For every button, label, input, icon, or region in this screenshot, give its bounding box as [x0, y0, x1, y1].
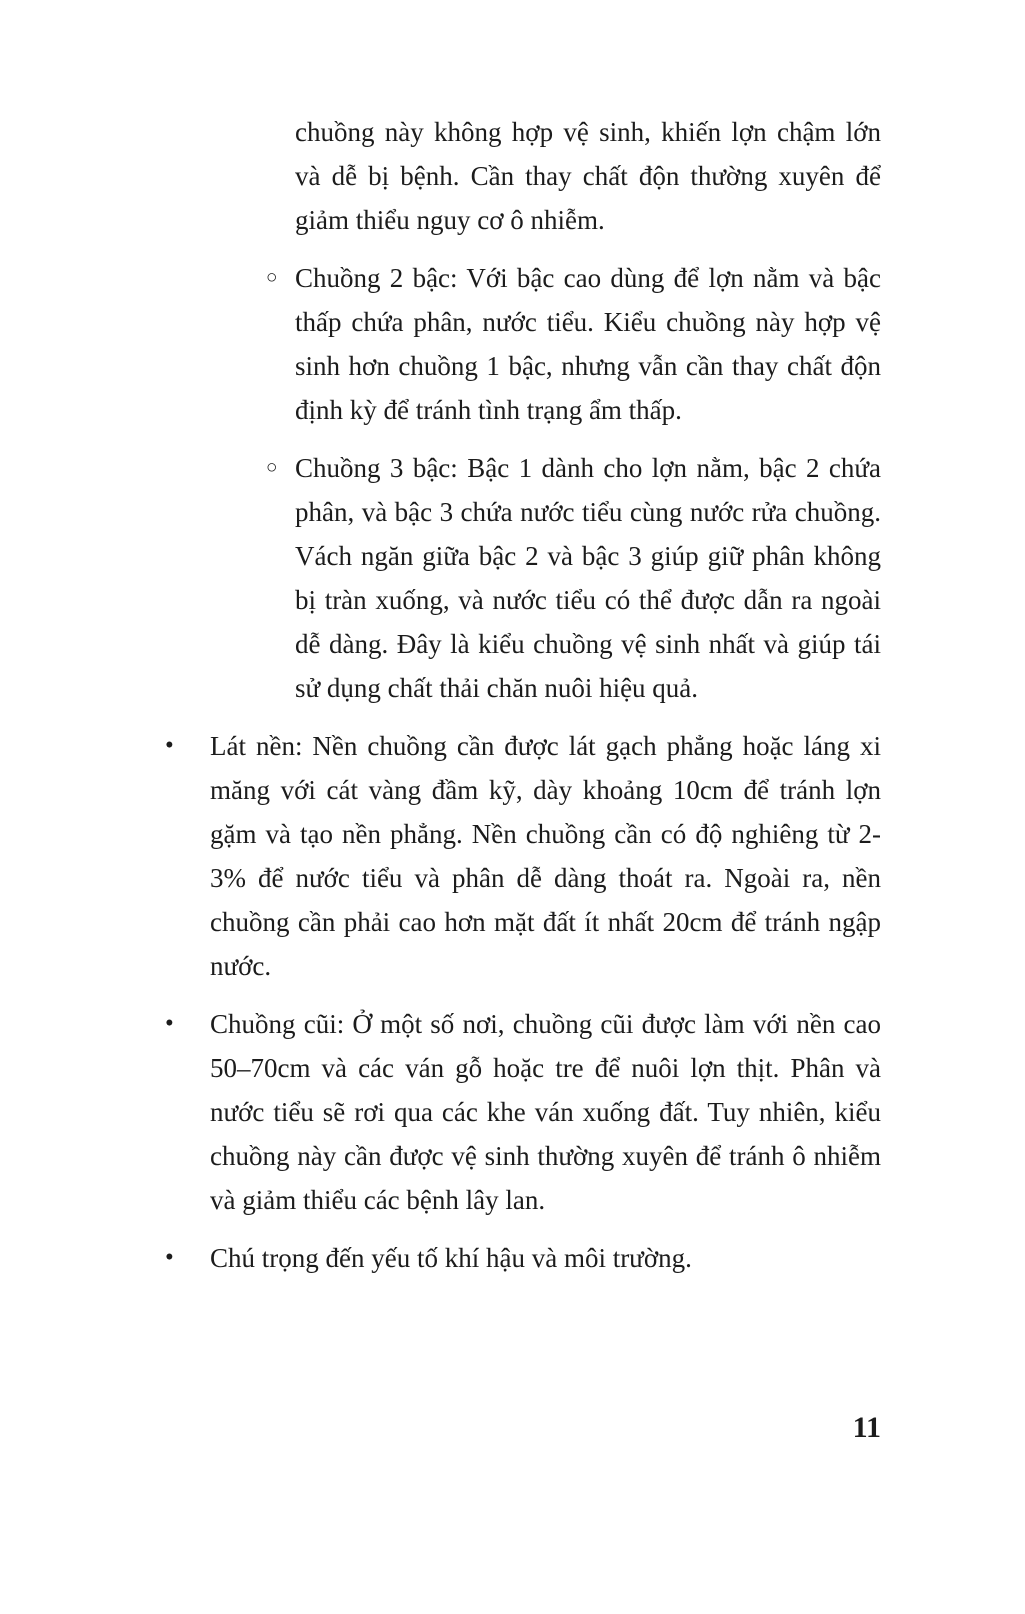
paragraph-continuation: [163, 110, 881, 242]
dot-bullet-marker: •: [165, 1244, 174, 1271]
dot-bullet-marker: •: [165, 1010, 174, 1037]
list-item-text: Chú trọng đến yếu tố khí hậu và môi trường.: [210, 1243, 692, 1273]
paragraph-text: chuồng này không hợp vệ sinh, khiến lợn chậm lớn và dễ bị bệnh. Cần thay chất độn thường xuyên để giảm thiểu nguy cơ ô nhiễm.: [295, 117, 881, 235]
page-text-content: [163, 110, 881, 1294]
list-item: [163, 1002, 881, 1222]
dot-bullet-marker: •: [165, 732, 174, 759]
circle-bullet-marker: ○: [266, 457, 278, 478]
sub-list-item: [163, 446, 881, 710]
sub-list-item-text: Chuồng 3 bậc: Bậc 1 dành cho lợn nằm, bậc 2 chứa phân, và bậc 3 chứa nước tiểu cùng nước rửa chuồng. Vách ngăn giữa bậc 2 và bậc 3 giúp giữ phân không bị tràn xuống, và nước tiểu có thể được dẫn ra ngoài dễ dàng. Đây là kiểu chuồng vệ sinh nhất và giúp tái sử dụng chất thải chăn nuôi hiệu quả.: [295, 453, 881, 703]
sub-list-item-text: Chuồng 2 bậc: Với bậc cao dùng để lợn nằm và bậc thấp chứa phân, nước tiểu. Kiểu chuồng này hợp vệ sinh hơn chuồng 1 bậc, nhưng vẫn cần thay chất độn định kỳ để tránh tình trạng ẩm thấp.: [295, 263, 881, 425]
list-item-text: Chuồng cũi: Ở một số nơi, chuồng cũi được làm với nền cao 50–70cm và các ván gỗ hoặc tre để nuôi lợn thịt. Phân và nước tiểu sẽ rơi qua các khe ván xuống đất. Tuy nhiên, kiểu chuồng này cần được vệ sinh thường xuyên để tránh ô nhiễm và giảm thiểu các bệnh lây lan.: [210, 1009, 881, 1215]
list-item: [163, 1236, 881, 1280]
list-item-text: Lát nền: Nền chuồng cần được lát gạch phẳng hoặc láng xi măng với cát vàng đầm kỹ, dày khoảng 10cm để tránh lợn gặm và tạo nền phẳng. Nền chuồng cần có độ nghiêng từ 2-3% để nước tiểu và phân dễ dàng thoát ra. Ngoài ra, nền chuồng cần phải cao hơn mặt đất ít nhất 20cm để tránh ngập nước.: [210, 731, 881, 981]
list-item: [163, 724, 881, 988]
sub-list-item: [163, 256, 881, 432]
circle-bullet-marker: ○: [266, 267, 278, 288]
page-number: 11: [852, 1411, 881, 1444]
